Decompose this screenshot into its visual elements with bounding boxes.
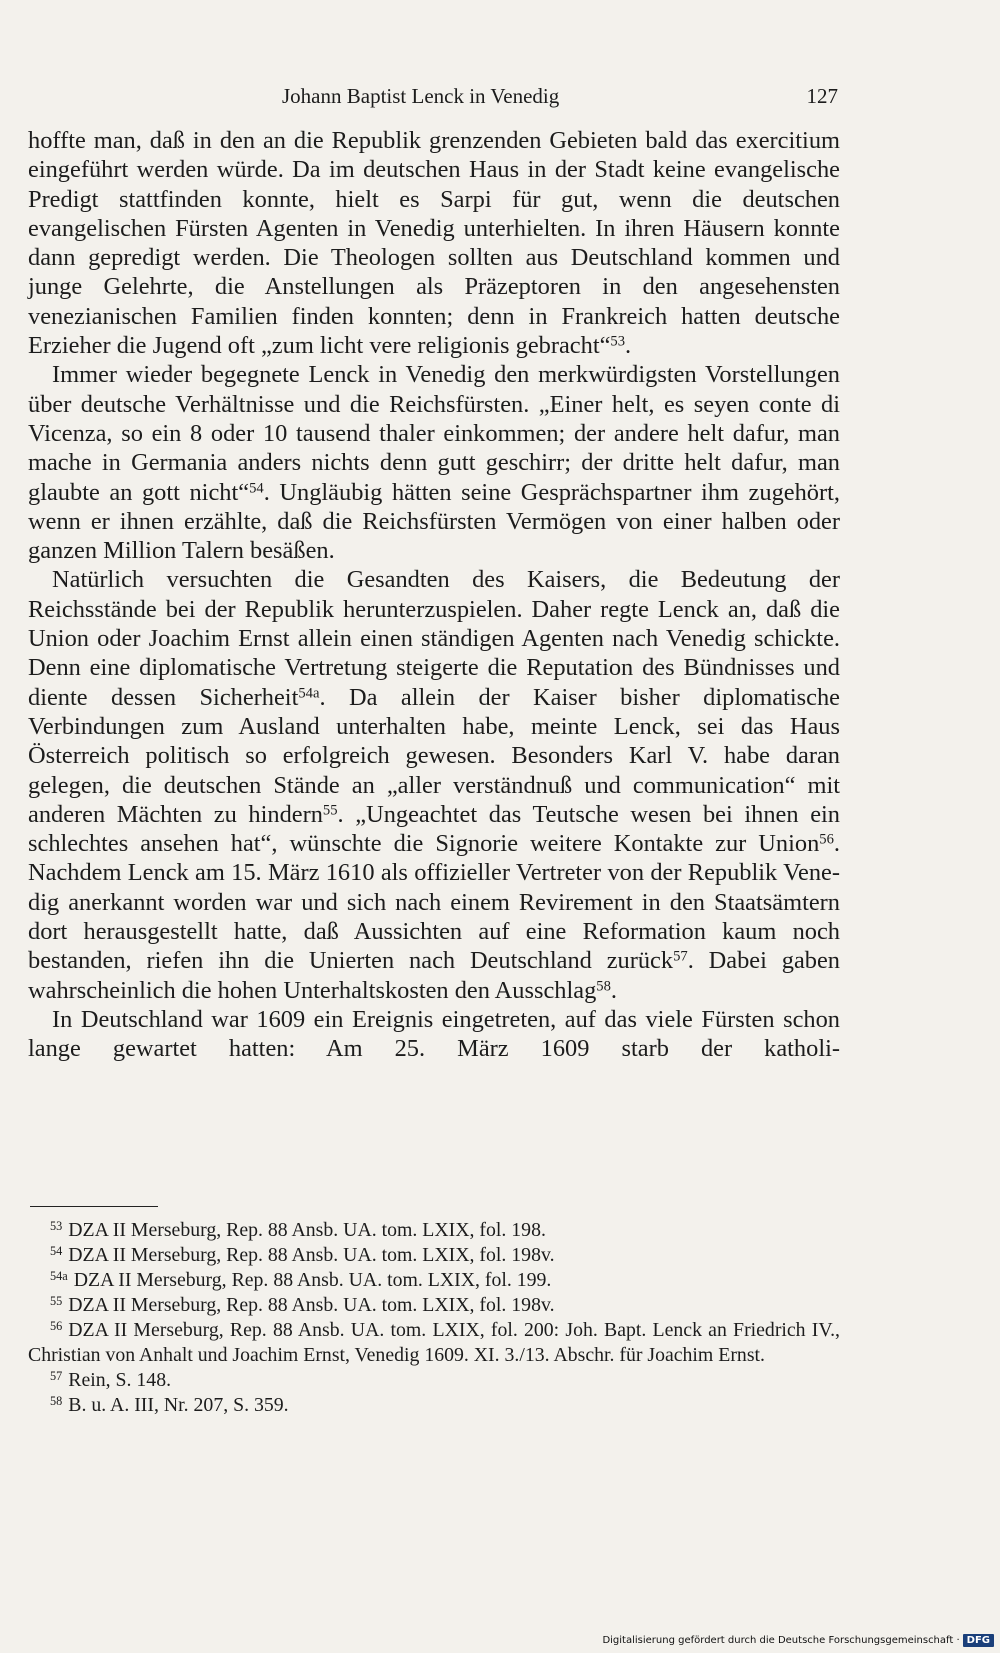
paragraph-2 xyxy=(28,360,840,565)
footnote xyxy=(28,1393,840,1418)
footnote-mark: 53 xyxy=(50,1219,63,1234)
text-run: . Nachdem Lenck am 15. März 1610 als offizieller Vertreter von der Republik Venedig anerkannt worden war und sich nach einem Revirement in den Staatsämtern dort herausgestellt hatte, daß Aussichten auf eine Reformation kaum noch bestanden, riefen ihn die Unierten nach Deutschland zurück xyxy=(28,830,840,975)
footnote-mark: 57 xyxy=(50,1369,63,1384)
footnote-ref[interactable]: 58 xyxy=(596,978,611,995)
footnote-text: B. u. A. III, Nr. 207, S. 359. xyxy=(68,1394,289,1416)
paragraph-1 xyxy=(28,126,840,360)
footnote xyxy=(28,1368,840,1393)
footnote xyxy=(28,1268,840,1293)
text-run: . Da allein der Kaiser bisher diplomatische Verbindungen zum Ausland unterhalten habe, meinte Lenck, sei das Haus Österreich politisch so erfolgreich gewesen. Besonders Karl V. habe daran gelegen, die deutschen Stände an „aller verständnuß und communication“ mit anderen Mächten zu hindern xyxy=(28,683,840,828)
dfg-logo[interactable]: DFG xyxy=(963,1634,994,1647)
footnote xyxy=(28,1243,840,1268)
footnote-ref[interactable]: 54 xyxy=(249,480,264,497)
paragraph-3 xyxy=(28,565,840,1004)
footnote-ref[interactable]: 54a xyxy=(298,685,320,702)
footnote-mark: 56 xyxy=(50,1319,63,1334)
footnote-text: Rein, S. 148. xyxy=(68,1369,172,1391)
text-run: Immer wieder begegnete Lenck in Venedig den merkwürdigsten Vorstellungen über deutsche Verhältnisse und die Reichsfürsten. „Einer helt, es seyen conte di Vicenza, so ein 8 oder 10 tausend thaler einkommen; der andere helt dafur, man mache in Germania anders nichts denn gutt geschirr; der dritte helt dafur, man glaubte an gott nicht“ xyxy=(28,361,840,506)
footnote-mark: 55 xyxy=(50,1294,63,1309)
footnote-divider xyxy=(30,1206,158,1207)
running-header xyxy=(30,84,838,116)
text-run: . xyxy=(610,976,618,1004)
footnote xyxy=(28,1218,840,1243)
paragraph-4 xyxy=(28,1005,840,1064)
text-run: Natürlich versuchten die Gesandten des Kaisers, die Bedeutung der Reichsstände bei der Republik herunterzuspielen. Daher regte Lenck an, daß die Union oder Joachim Ernst allein einen ständigen Agenten nach Venedig schickte. Denn eine diplomatische Vertretung steigerte die Reputation des Bündnisses und diente dessen Sicherheit xyxy=(28,566,840,711)
running-title: Johann Baptist Lenck in Venedig xyxy=(282,84,560,108)
footnote-text: DZA II Merseburg, Rep. 88 Ansb. UA. tom. LXIX, fol. 200: Joh. Bapt. Lenck an Friedrich IV., Christian von Anhalt und Joachim Ernst, Venedig 1609. XI. 3./13. Abschr. für Joachim Ernst. xyxy=(28,1319,840,1366)
footnote-ref[interactable]: 56 xyxy=(819,831,834,848)
footnote xyxy=(28,1293,840,1318)
footnote-text: DZA II Merseburg, Rep. 88 Ansb. UA. tom. LXIX, fol. 198. xyxy=(68,1219,546,1241)
footnote-ref[interactable]: 53 xyxy=(610,333,626,350)
digitization-footer xyxy=(602,1634,994,1647)
footnote-mark: 54a xyxy=(50,1269,68,1284)
text-run: . „Ungeachtet das Teutsche wesen bei ihnen ein schlechtes ansehen hat“, wünschte die Signorie weitere Kontakte zur Union xyxy=(28,800,840,858)
footnote-text: DZA II Merseburg, Rep. 88 Ansb. UA. tom. LXIX, fol. 199. xyxy=(73,1269,552,1291)
footnote xyxy=(28,1318,840,1368)
main-text xyxy=(28,126,840,1064)
text-run: . xyxy=(625,332,632,360)
text-run: . Dabei gaben wahrscheinlich die hohen Unterhaltskosten den Ausschlag xyxy=(28,947,840,1004)
footnote-mark: 54 xyxy=(50,1244,63,1259)
text-run: . Ungläubig hätten seine Gesprächspartner ihm zugehört, wenn er ihnen erzählte, daß die Reichsfürsten Vermögen von einer halben oder ganzen Million Talern besäßen. xyxy=(28,478,840,565)
footnote-ref[interactable]: 55 xyxy=(322,802,338,819)
footnote-text: DZA II Merseburg, Rep. 88 Ansb. UA. tom. LXIX, fol. 198v. xyxy=(68,1244,555,1266)
text-run: In Deutschland war 1609 ein Ereignis eingetreten, auf das viele Fürsten schon lange gewartet hatten: Am 25. März 1609 starb der katholi- xyxy=(28,1005,840,1063)
digitization-note: Digitalisierung gefördert durch die Deutsche Forschungsgemeinschaft · xyxy=(602,1635,960,1646)
footnotes xyxy=(28,1218,840,1418)
footnote-mark: 58 xyxy=(50,1394,63,1409)
text-run: hoffte man, daß in den an die Republik grenzenden Gebieten bald das exercitium eingeführt werden würde. Da im deutschen Haus in der Stadt keine evangelische Predigt stattfinden konnte, hielt es Sarpi für gut, wenn die deutschen evangelischen Fürsten Agenten in Venedig unterhielten. In ihren Häusern konnte dann gepredigt werden. Die Theologen sollten aus Deutschland kommen und junge Gelehrte, die Anstellungen als Präzeptoren in den angesehensten venezianischen Familien finden konnten; denn in Frankreich hatten deutsche Erzieher die Jugend oft „zum licht vere religionis gebracht“ xyxy=(28,127,840,360)
footnote-ref[interactable]: 57 xyxy=(673,949,688,965)
footnote-text: DZA II Merseburg, Rep. 88 Ansb. UA. tom. LXIX, fol. 198v. xyxy=(68,1294,555,1316)
page-number: 127 xyxy=(806,84,838,108)
